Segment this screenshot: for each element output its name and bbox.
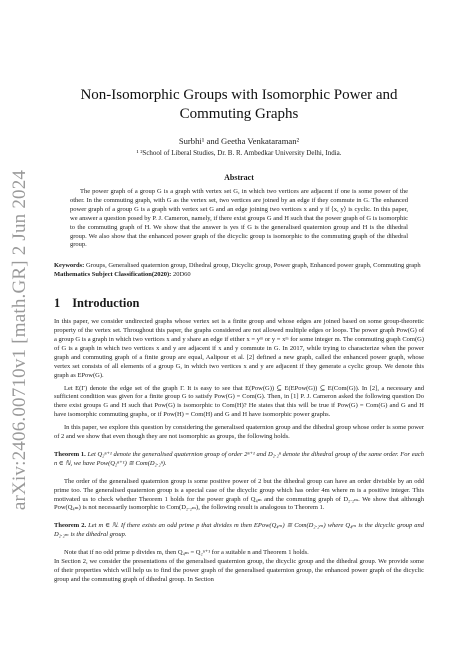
section-title-text: Introduction	[72, 296, 140, 311]
abstract-heading: Abstract	[224, 173, 254, 182]
keywords-text: Groups, Generalised quaternion group, Dihedral group, Dicyclic group, Power graph, Enhanced power graph, Commuting graph	[85, 262, 421, 270]
msc-code: 20D60	[172, 271, 191, 279]
msc-label: Mathematics Subject Classification(2020):	[54, 271, 172, 279]
section-heading-introduction	[54, 296, 424, 311]
paper-page	[54, 86, 424, 585]
section-number: 1	[54, 296, 61, 311]
intro-paragraph-1: In this paper, we consider undirected graphs whose vertex set is a finite group and whose edges are joined based on some group-theoretic property of the vertex set. Throughout this paper, the graphs considered are not allowed multiple edges or loops. The power graph Pow(G) of a group G is a graph in which two vertices x and y share an edge if either x = yᵐ or y = xᵐ for some integer m. The commuting graph Com(G) of G is a graph in which two vertices x and y are adjacent if x and y commute in G. In 2017, while trying to characterize when the power graph and commuting graph of a finite group are equal, Aalipour et al. [2] defined a new graph, called the enhanced power graph, whose vertex set consists of all elements of a group G, in which two vertices x and y are adjacent if they generate a cyclic group. We denote this graph as EPow(G).	[54, 318, 424, 379]
theorem-1-label: Theorem 1.	[54, 450, 86, 458]
paper-authors: Surbhi¹ and Geetha Venkataraman²	[178, 136, 300, 146]
theorem-1-statement: Let Q₂ⁿ⁺¹ denote the generalised quaternion group of order 2ⁿ⁺¹ and D₂.₂ⁿ denote the dihedral group of the same order. For each n ∈ ℕ, we have Pow(Q₂ⁿ⁺¹) ≅ Com(D₂.₂ⁿ).	[54, 450, 425, 467]
theorem-2	[54, 522, 424, 540]
intro-paragraph-4: The order of the generalised quaternion group is some positive power of 2 but the dihedral group can have an order divisible by an odd prime too. The generalised quaternion group is a special case of the dicyclic group which has order 4m where m is a positive integer. This motivated us to check whether Theorem 1 holds for the power graph of Q₄ₘ and the commuting graph of D₂.₂ₘ. We show that although Pow(Q₄ₘ) is not necessarily isomorphic to Com(D₂.₂ₘ), the following result is analogous to Theorem 1.	[54, 477, 424, 512]
intro-paragraph-5: Note that if no odd prime p divides m, then Q₄ₘ = Q₂ⁿ⁺¹ for a suitable n and Theorem 1 holds.	[64, 549, 309, 557]
intro-paragraph-6: In Section 2, we consider the presentations of the generalised quaternion group, the dicyclic group and the dihedral group. We provide some of their properties which will help us to find the power graph of the generalised quaternion group, the enhanced power graph of the dicyclic group and the commuting graph of dihedral group. In Section	[54, 558, 424, 583]
theorem-1	[54, 451, 424, 469]
abstract-body: The power graph of a group G is a graph with vertex set G, in which two vertices are adjacent if one is some power of the other. In the commuting graph, with G as the vertex set, two vertices are joined by an edge if they commute in G. The enhanced power graph of a group G is a graph with vertex set G and an edge joining two vertices x and y if ⟨x, y⟩ is cyclic. In this paper, we answer a question posed by P. J. Cameron, namely, if there exist groups G and H such that the power graph of G is isomorphic to the commuting graph of H. We show that the answer is yes if G is the generalised quaternion group and H is the dihedral group. We also show that the enhanced power graph of the dicyclic group is isomorphic to the commuting graph of the dihedral group.	[70, 188, 408, 249]
arxiv-identifier-stamp	[6, 40, 34, 640]
paper-affiliation: ¹ ²School of Liberal Studies, Dr. B. R. Ambedkar University Delhi, India.	[136, 149, 342, 157]
paper-title: Non-Isomorphic Groups with Isomorphic Power and Commuting Graphs	[80, 87, 398, 122]
theorem-2-statement: Let m ∈ ℕ. If there exists an odd prime p that divides m then EPow(Q₄ₘ) ≅ Com(D₂.₂ₘ) where Q₄ₘ is the dicyclic group and D₂.₂ₘ is the dihedral group.	[54, 522, 425, 539]
theorem-2-label: Theorem 2.	[54, 522, 87, 530]
intro-paragraph-2: Let E(Γ) denote the edge set of the graph Γ. It is easy to see that E(Pow(G)) ⊆ E(EPow(G)) ⊆ E(Com(G)). In [2], a necessary and sufficient condition was given for a finite group G to satisfy Pow(G) = Com(G). Then, in [1] P. J. Cameron asked the following question Do there exist groups G and H such that Pow(G) is isomorphic to Com(H)? He states that this will be true if Pow(G) = Com(G) and G and H have isomorphic commuting graphs, or if Pow(H) = Com(H) and G and H have isomorphic power graphs.	[54, 384, 424, 419]
msc-line	[54, 271, 424, 280]
intro-paragraph-3: In this paper, we explore this question by considering the generalised quaternion group and the dihedral group whose order is some power of 2 and we show that even though they are not isomorphic as groups, the following holds.	[54, 424, 424, 441]
keywords-label: Keywords:	[54, 262, 85, 270]
keywords-line	[54, 262, 424, 271]
arxiv-identifier-text: arXiv:2406.00710v1 [math.GR] 2 Jun 2024	[9, 169, 30, 511]
